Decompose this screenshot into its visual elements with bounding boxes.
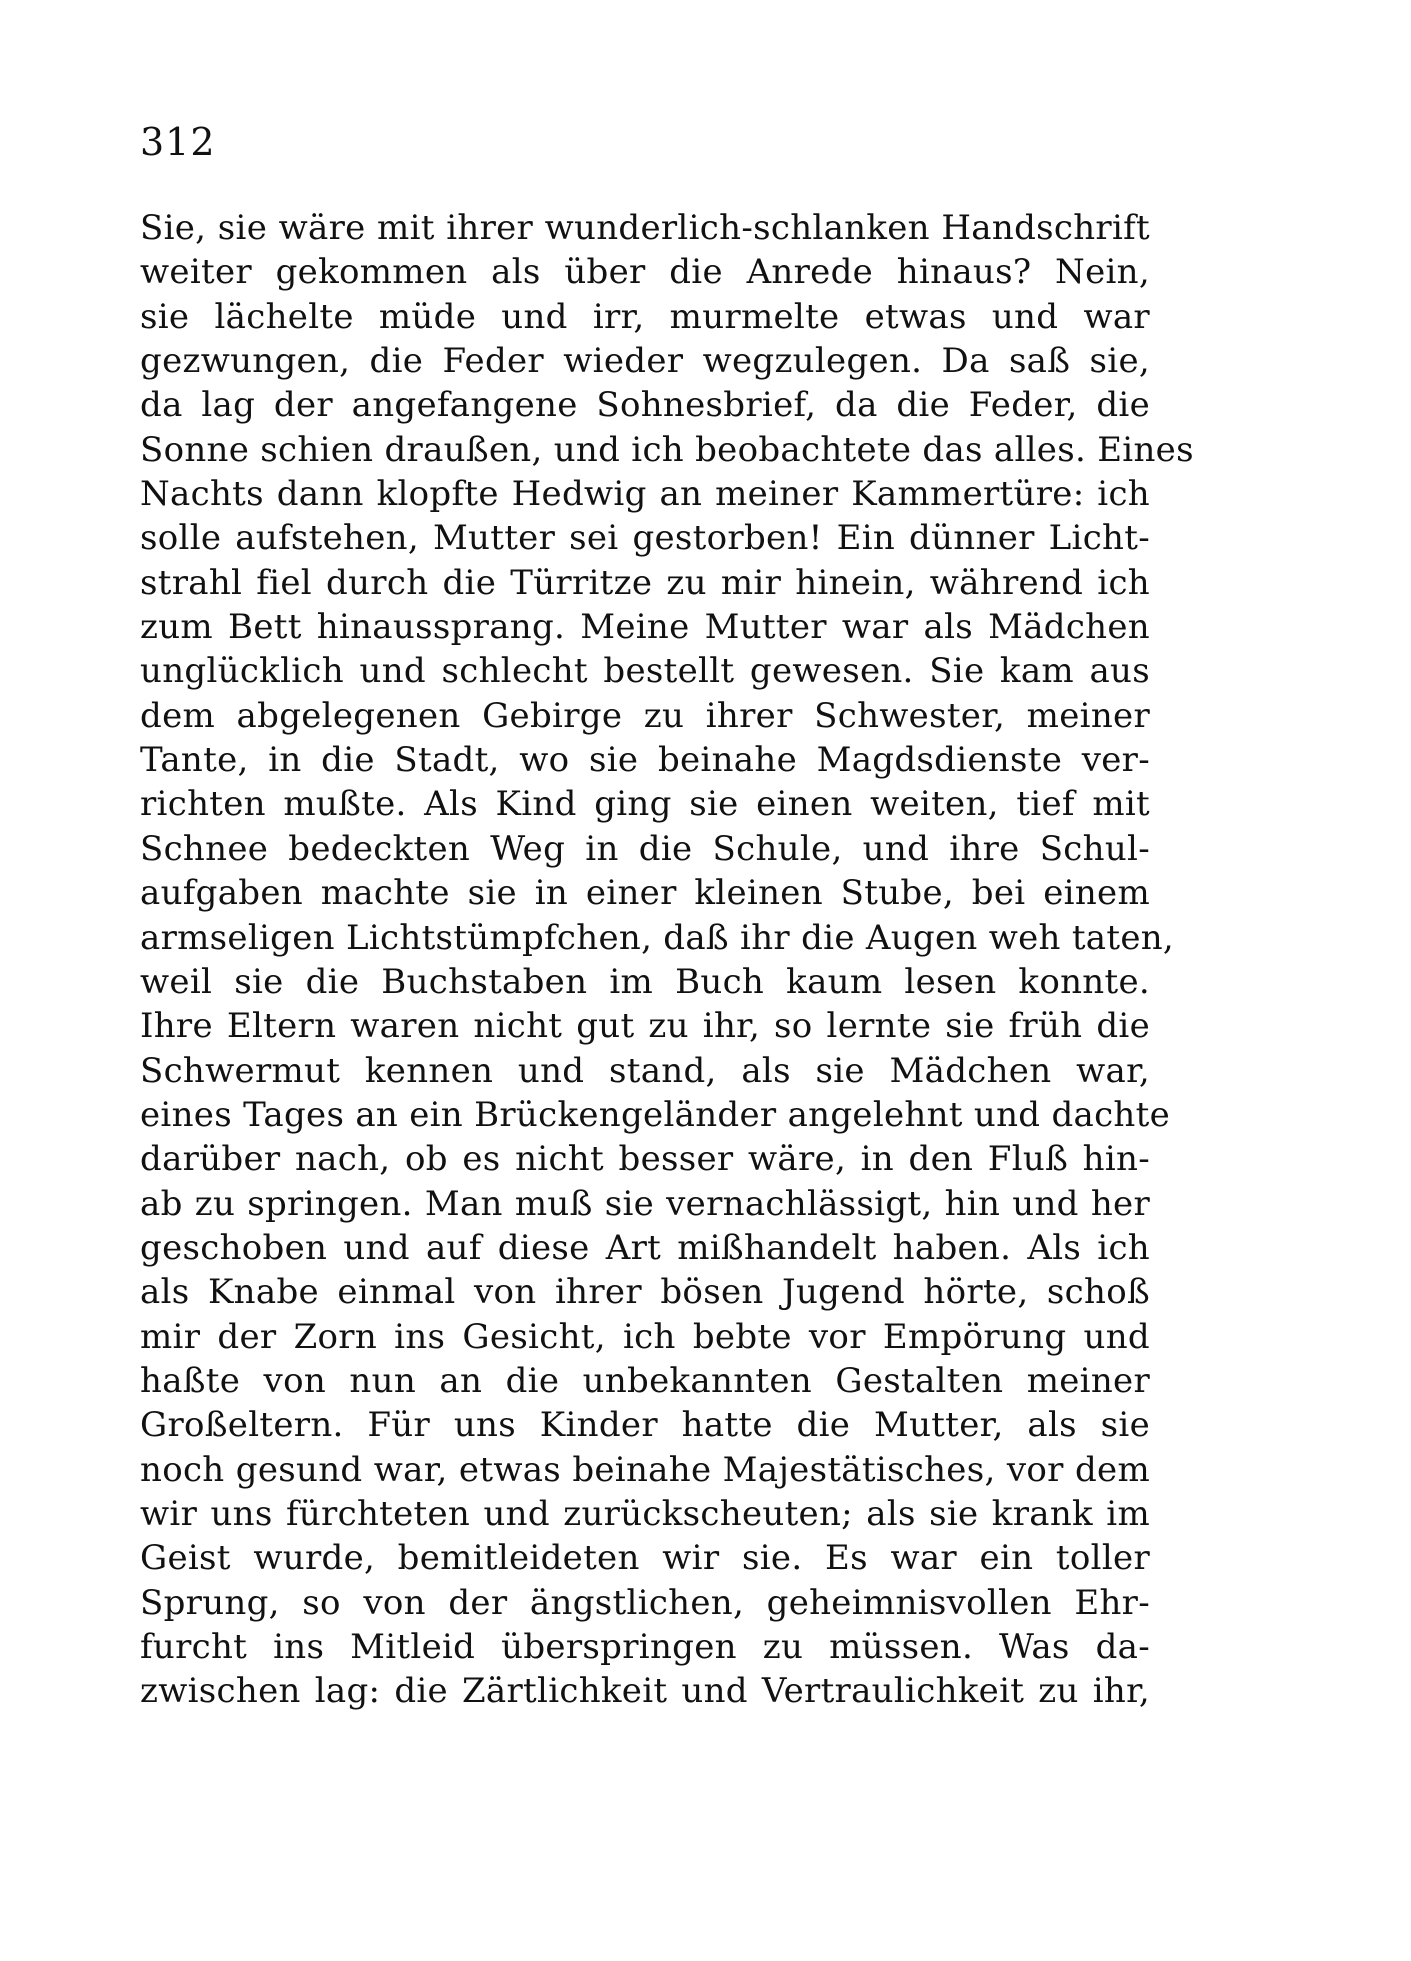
- text-line: furcht ins Mitleid überspringen zu müssen. Was da-: [140, 1627, 1150, 1667]
- text-line: Ihre Eltern waren nicht gut zu ihr, so lernte sie früh die: [140, 1006, 1150, 1047]
- text-line: aufgaben machte sie in einer kleinen Stube, bei einem: [140, 873, 1150, 914]
- text-line: richten mußte. Als Kind ging sie einen weiten, tief mit: [140, 784, 1150, 825]
- text-line: haßte von nun an die unbekannten Gestalten meiner: [140, 1360, 1150, 1401]
- text-line: wir uns fürchteten und zurückscheuten; als sie krank im: [140, 1493, 1150, 1534]
- text-line: darüber nach, ob es nicht besser wäre, in den Fluß hin-: [140, 1139, 1150, 1180]
- text-line: sie lächelte müde und irr, murmelte etwas und war: [140, 296, 1150, 337]
- page-number: 312: [140, 120, 216, 164]
- text-line: weiter gekommen als über die Anrede hinaus? Nein,: [140, 252, 1150, 293]
- text-line: strahl fiel durch die Türritze zu mir hinein, während ich: [140, 562, 1150, 603]
- text-line: Tante, in die Stadt, wo sie beinahe Magdsdienste ver-: [140, 740, 1150, 781]
- text-line: Nachts dann klopfte Hedwig an meiner Kammertüre: ich: [140, 474, 1150, 515]
- text-line: solle aufstehen, Mutter sei gestorben! Ein dünner Licht-: [140, 518, 1150, 559]
- text-line: zum Bett hinaussprang. Meine Mutter war als Mädchen: [140, 607, 1150, 648]
- text-line: dem abgelegenen Gebirge zu ihrer Schwester, meiner: [140, 695, 1150, 736]
- text-line: Sprung, so von der ängstlichen, geheimnisvollen Ehr-: [140, 1582, 1150, 1623]
- text-line: weil sie die Buchstaben im Buch kaum lesen konnte.: [140, 961, 1150, 1002]
- text-line: Großeltern. Für uns Kinder hatte die Mutter, als sie: [140, 1405, 1150, 1446]
- text-line: da lag der angefangene Sohnesbrief, da die Feder, die: [140, 385, 1150, 426]
- body-text: [140, 206, 1194, 1714]
- text-line: Schwermut kennen und stand, als sie Mädchen war,: [140, 1050, 1150, 1091]
- text-line: geschoben und auf diese Art mißhandelt haben. Als ich: [140, 1227, 1150, 1268]
- text-line: Schnee bedeckten Weg in die Schule, und ihre Schul-: [140, 828, 1150, 869]
- text-line: noch gesund war, etwas beinahe Majestätisches, vor dem: [140, 1449, 1150, 1490]
- text-line: armseligen Lichtstümpfchen, daß ihr die Augen weh taten,: [140, 917, 1175, 958]
- text-line: unglücklich und schlecht bestellt gewesen. Sie kam aus: [140, 651, 1150, 692]
- text-line: eines Tages an ein Brückengeländer angelehnt und dachte: [140, 1094, 1171, 1135]
- text-line: als Knabe einmal von ihrer bösen Jugend hörte, schoß: [140, 1272, 1150, 1313]
- text-line: Sonne schien draußen, und ich beobachtete das alles. Eines: [140, 429, 1194, 470]
- text-line: Geist wurde, bemitleideten wir sie. Es war ein toller: [140, 1538, 1150, 1579]
- text-line: zwischen lag: die Zärtlichkeit und Vertraulichkeit zu ihr,: [140, 1671, 1150, 1712]
- text-line: gezwungen, die Feder wieder wegzulegen. Da saß sie,: [140, 341, 1150, 382]
- text-line: ab zu springen. Man muß sie vernachlässigt, hin und her: [140, 1183, 1150, 1224]
- text-line: mir der Zorn ins Gesicht, ich bebte vor Empörung und: [140, 1316, 1150, 1357]
- text-line: Sie, sie wäre mit ihrer wunderlich-schlanken Handschrift: [140, 208, 1150, 248]
